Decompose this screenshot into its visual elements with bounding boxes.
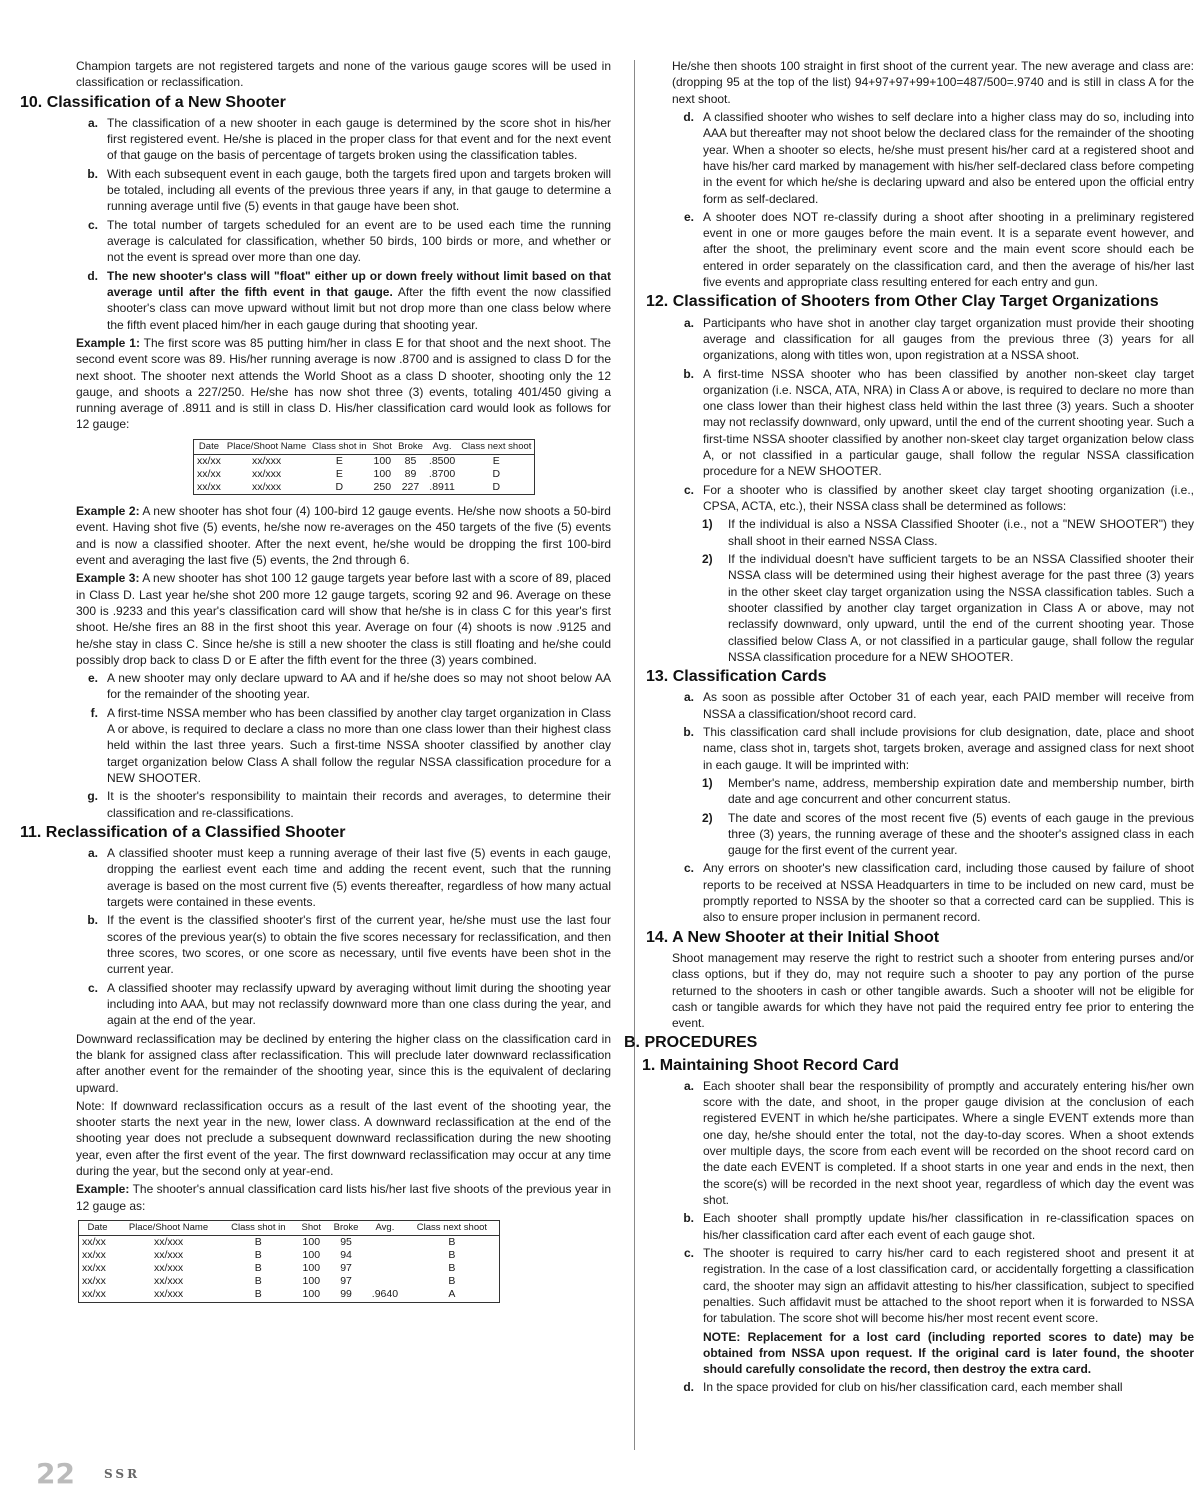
downward-reclass-paragraph: Downward reclassification may be declined by entering the higher class on the classification card in the blank for assigned class after reclassification. This will preclude later downward reclassification after another event for the remainder of the shooting year, since this is the equivalent of declaring upward. xyxy=(76,1031,611,1095)
table-cell: B xyxy=(254,1235,262,1248)
table-row xyxy=(194,454,535,468)
example-reclass: Example: The shooter's annual classification card lists his/her last five shoots of the previous year in 12 gauge as: xyxy=(76,1182,611,1213)
section-14-heading: 14. A New Shooter at their Initial Shoot xyxy=(646,928,940,946)
table-header-cell: Class next shoot xyxy=(458,439,535,454)
lost-card-note: NOTE: Replacement for a lost card (including reported scores to date) may be obtained from NSSA upon request. If the original card is later found, the shooter should carefully consolidate the record, then destroy the extra card. xyxy=(703,1329,1194,1377)
table-cell: xx/xxx xyxy=(153,1275,184,1288)
item-13b: b. This classification card shall include provisions for club designation, date, place and shoot name, class shot in, targets shot, targets broken, average and assigned class for next shoot in each gauge. It will be imprinted with: xyxy=(683,724,1194,772)
table-cell: B xyxy=(448,1275,456,1288)
table-row xyxy=(194,481,535,495)
example-3: Example 3: A new shooter has shot 100 12 gauge targets year before last with a score of 89, placed in Class D. Last year he/she shot 200 more 12 gauge targets, scoring 92 and 96. Average on these 300 is .9233 and this year's classification card will show that he/she is in class C for this year's first shoot. He/she fires an 88 in the first shoot this year. Average on four (4) shoots is now .9125 and he/she stay in class C. Since he/she is still a new shooter the class is still floating and he/she could possibly drop back to class D or E after the fifth event for the three (3) years combined. xyxy=(76,571,611,667)
table-cell: xx/xxx xyxy=(251,467,282,480)
table-cell: 227 xyxy=(401,480,420,493)
item-12a: a. Participants who have shot in another clay target organization must provide their shooting average and classification for all gauges from the previous three (3) years for all organizations, along with titles won, upon registration at a NSSA shoot. xyxy=(683,315,1194,363)
table-header-cell: Class shot in xyxy=(221,1221,295,1236)
table-cell: xx/xx xyxy=(194,454,224,468)
item-11e: e. A shooter does NOT re-classify during a shoot after shooting in a preliminary registered event in one or more gauges before the main event. It is a separate event however, and after the shoot, the preliminary event score and the main event score should each be entered in order separately on the classification card, and then the average of his/her last five events and appropriate class resulting entered for each entry and gun. xyxy=(683,209,1194,290)
item-10e: e. A new shooter may only declare upward to AA and if he/she does so may not shoot below AA for the remainder of the shooting year. xyxy=(87,671,611,702)
table-row xyxy=(194,468,535,481)
table-cell: 85 xyxy=(404,454,417,467)
table-header-cell: Place/Shoot Name xyxy=(116,1221,221,1236)
table-cell: A xyxy=(448,1288,456,1301)
table-cell: .8500 xyxy=(428,454,456,467)
item-11a: a. A classified shooter must keep a running average of their last five (5) events in each gauge, dropping the earliest event each time and adding the recent event, such that the running average is based on the most current five (5) events thereafter, regardless of how many actual targets were contained in these events. xyxy=(87,846,611,910)
table-cell: xx/xx xyxy=(194,468,224,481)
table-cell: xx/xx xyxy=(194,481,224,495)
table-header-cell: Class next shoot xyxy=(405,1221,500,1236)
table-cell: 95 xyxy=(340,1235,352,1248)
table-cell: E xyxy=(492,454,500,467)
table-cell: D xyxy=(492,480,501,493)
table-cell: B xyxy=(448,1262,456,1275)
table-cell: B xyxy=(254,1288,262,1301)
section-10-heading: 10. Classification of a New Shooter xyxy=(20,93,286,111)
table-cell xyxy=(365,1275,405,1288)
item-12b: b. A first-time NSSA shooter who has been classified by another non-skeet clay target organization (i.e. NSCA, ATA, NRA) in Class A or above, is required to declare no more than one class lower than their highest class held within the last three (3) years. Such a shooter may not reclassify downward, only upward, until the end of the current shooting year. Such a first-time NSSA shooter classified by another non-skeet clay target organization below class A, or not classified in a particular gauge, shall follow the regular NSSA classification procedure for a NEW SHOOTER. xyxy=(683,366,1194,479)
table-cell: 94 xyxy=(340,1249,352,1261)
table-cell xyxy=(365,1249,405,1262)
table-header-cell: Avg. xyxy=(365,1221,405,1236)
intro-paragraph: Champion targets are not registered targets and none of the various gauge scores will be used in classification or reclassification. xyxy=(76,59,611,90)
item-11d: d. A classified shooter who wishes to self declare into a higher class may do so, including into AAA but thereafter may not shoot below the declared class for the remainder of the shooting year. When a shooter so elects, he/she must present his/her card at a registered shoot and have his/her card marked by management with his/her self-declared class before competing in the event for which he/she is declaring upward and also be entered upon the official entry form as self-declared. xyxy=(683,109,1194,206)
table-row xyxy=(79,1275,500,1288)
example-1: Example 1: The first score was 85 putting him/her in class E for that shoot and the next shoot. The second event score was 89. His/her running average is now .8700 and is assigned to class D for the next shoot. The shooter next attends the World Shoot as a class D shooter, shooting only the 12 gauge, and shoots a 227/250. He/she has now shot three (3) events, totaling 401/450 giving a running average of .8911 and is still in class D. His/her classification card would look as follows for 12 gauge: xyxy=(76,335,611,432)
table-cell: 97 xyxy=(340,1275,352,1288)
table-header-cell: Date xyxy=(194,439,224,454)
table-cell: 89 xyxy=(404,467,417,480)
classification-table-2 xyxy=(78,1220,500,1303)
item-12c: c. For a shooter who is classified by another skeet clay target shooting organization (i.e., CPSA, ACTA, etc.), their NSSA class shall be determined as follows: xyxy=(683,482,1194,513)
item-b1c: c. The shooter is required to carry his/her card to each registered shoot and present it at registration. In the case of a lost classification card, or accidentally forgetting a classification card, the shooter may sign an affidavit attesting to his/her classification, subject to specified penalties. Such affidavit must be attached to the shoot report when it is forwarded to NSSA for tabulation. The score shot will become his/her most recent event score. xyxy=(683,1245,1194,1326)
table-cell: xx/xx xyxy=(79,1288,117,1302)
section-b1-heading: 1. Maintaining Shoot Record Card xyxy=(642,1056,899,1074)
item-13c: c. Any errors on shooter's new classification card, including those caused by failure of shoot reports to be received at NSSA Headquarters in time to be included on new card, must be promptly reported to NSSA by the shooter so that a corrected card can be supplied. This is also to ensure proper inclusion in permanent record. xyxy=(683,861,1194,925)
table-header-cell: Avg. xyxy=(426,439,458,454)
section-12-heading: 12. Classification of Shooters from Other Clay Target Organizations xyxy=(646,293,1159,311)
item-10d: d. The new shooter's class will "float" either up or down freely without limit based on that average until after the fifth event in that gauge. After the fifth event the now classified shooter's class can move upward without limit but not drop more than one class below where the fifth event placed him/her in each gauge during that shooting year. xyxy=(87,268,611,332)
table-cell: xx/xx xyxy=(79,1249,117,1262)
table-row xyxy=(79,1262,500,1275)
table-cell: 100 xyxy=(373,454,392,467)
right-column xyxy=(624,58,1194,1398)
table-cell: xx/xx xyxy=(79,1262,117,1275)
table-cell: .9640 xyxy=(371,1288,399,1301)
table-cell: 100 xyxy=(302,1262,321,1275)
section-13-heading: 13. Classification Cards xyxy=(646,668,827,686)
item-11c: c. A classified shooter may reclassify upward by averaging without limit during the shooting year including into AAA, but may not reclassify downward more than one class during the year, and again at the end of the year. xyxy=(87,980,611,1028)
table-header-cell: Place/Shoot Name xyxy=(224,439,309,454)
item-13b-2: 2) The date and scores of the most recent five (5) events of each gauge in the previous three (3) years, the running average of these and the shooter's assigned class in each gauge for the first event of the current year. xyxy=(702,810,1194,858)
table-cell: xx/xxx xyxy=(153,1262,184,1275)
item-12c-1: 1) If the individual is also a NSSA Classified Shooter (i.e., not a "NEW SHOOTER") they shall shoot in their earned NSSA Class. xyxy=(702,517,1194,548)
item-10f: f. A first-time NSSA member who has been classified by another clay target organization in Class A or above, is required to declare a class no more than one class lower than their highest class held within the last three years. Such a first-time NSSA shooter classified by another clay target organization below Class A shall follow the regular NSSA classification procedure for a NEW SHOOTER. xyxy=(90,705,611,785)
table-cell: B xyxy=(448,1249,456,1261)
table-row xyxy=(79,1288,500,1302)
section-b-heading: B. PROCEDURES xyxy=(624,1034,758,1052)
classification-table-1 xyxy=(193,439,535,495)
table-cell: xx/xx xyxy=(79,1235,117,1249)
table-header-cell: Broke xyxy=(395,439,426,454)
section-14-paragraph: Shoot management may reserve the right to restrict such a shooter from entering purses and/or class options, but if they do, may not require such a shooter to pay any portion of the purse returned to the shooters in cash or other tangible awards. Such a shooter will not be eligible for cash or tangible awards for which they have not paid the required entry fee prior to entering the event. xyxy=(672,950,1194,1031)
table-cell: .8911 xyxy=(429,480,455,493)
table-header-row xyxy=(194,439,535,454)
table-cell: 100 xyxy=(302,1288,321,1301)
table-cell: xx/xxx xyxy=(251,454,282,467)
table-cell: E xyxy=(335,454,343,467)
table-cell: .8700 xyxy=(428,467,456,480)
item-13b-1: 1) Member's name, address, membership expiration date and membership number, birth date and age concurrent and other concurrent status. xyxy=(702,775,1194,807)
item-b1a: a. Each shooter shall bear the responsibility of promptly and accurately entering his/her own score with the date, and shoot, in the proper gauge division at the conclusion of each registered EVENT in which he/she participates. Where a single EVENT extends more than one day, he/she should enter the total, not the day-to-day scores. When a shoot extends over multiple days, the score from each event will be recorded on the shoot record card on the date each EVENT is completed. If a shoot starts in one year and ends in the next, then the score(s) will be recorded in the next shoot year, regardless of which day the event was shot. xyxy=(683,1078,1194,1207)
table-header-cell: Broke xyxy=(327,1221,365,1236)
table-header-cell: Date xyxy=(79,1221,117,1236)
table-cell: 100 xyxy=(302,1235,321,1248)
item-10c: c. The total number of targets scheduled for an event are to be used each time the running average is calculated for classification, whether 50 birds, 100 birds or more, and whether or not the event is spread over more than one day. xyxy=(87,217,611,265)
item-10a: a. The classification of a new shooter in each gauge is determined by the score shot in his/her first registered event. He/she is placed in the proper class for that event and for the next event of that gauge on the basis of percentage of targets broken using the classification tables. xyxy=(87,115,611,163)
reclass-note: Note: If downward reclassification occurs as a result of the last event of the shooting year, the shooter starts the next year in the new, lower class. A downward reclassification at the end of the shooting year does not preclude a subsequent downward reclassification during the new shooting year, even after the first event of the year. The first downward reclassification may occur at any time during the year, but the second only at year-end. xyxy=(76,1098,611,1179)
table-row xyxy=(79,1249,500,1262)
table-cell: xx/xxx xyxy=(153,1235,184,1248)
table-cell: 100 xyxy=(302,1275,321,1288)
table-cell: xx/xx xyxy=(79,1275,117,1288)
item-11b: b. If the event is the classified shooter's first of the current year, he/she must use the last four scores of the previous year(s) to obtain the five scores necessary for reclassification, and then three scores, two scores, or one score as necessary, until five events have been shot in the current year. xyxy=(87,913,611,977)
table-cell xyxy=(365,1235,405,1249)
table-cell: 100 xyxy=(373,467,392,480)
table-cell: B xyxy=(254,1249,262,1261)
left-column xyxy=(20,58,611,1307)
table-cell xyxy=(365,1262,405,1275)
table-header-cell: Shot xyxy=(296,1221,328,1236)
table-header-cell: Shot xyxy=(370,439,396,454)
continued-paragraph: He/she then shoots 100 straight in first shoot of the current year. The new average and class are: (dropping 95 at the top of the list) 94+97+97+99+100=487/500=.9740 and is still in class A for the next shoot. xyxy=(672,59,1194,106)
table-row xyxy=(79,1235,500,1249)
table-cell: E xyxy=(335,467,343,480)
column-divider xyxy=(634,60,635,1450)
section-11-heading: 11. Reclassification of a Classified Shooter xyxy=(20,823,346,841)
table-cell: B xyxy=(254,1262,262,1275)
table-cell: B xyxy=(448,1235,456,1248)
item-10g: g. It is the shooter's responsibility to maintain their records and averages, to determine their classification and re-classifications. xyxy=(87,789,611,820)
table-header-row xyxy=(79,1221,500,1236)
table-cell: 250 xyxy=(373,480,392,493)
item-10b: b. With each subsequent event in each gauge, both the targets fired upon and targets broken will be totaled, including all events of the previous three years if any, in that gauge to determine a running average until five (5) events in that gauge have been shot. xyxy=(87,166,611,214)
page-number: 22 xyxy=(36,1457,75,1490)
table-cell: D xyxy=(492,467,501,480)
publication-mark: SSR xyxy=(104,1467,141,1481)
example-2: Example 2: A new shooter has shot four (4) 100-bird 12 gauge events. He/she now shoots a 50-bird event. Having shot five (5) events, he/she now re-averages on the 450 targets of the five (5) events and is now a classified shooter. After the next event, he/she would be dropping the first 100-bird event and averaging the last five (5) events, the 2nd through 6. xyxy=(76,504,611,567)
table-cell: xx/xxx xyxy=(153,1249,184,1261)
table-header-cell: Class shot in xyxy=(309,439,369,454)
table-cell: 99 xyxy=(340,1288,352,1301)
table-cell: xx/xxx xyxy=(153,1288,184,1301)
table-cell: D xyxy=(335,480,344,493)
item-12c-2: 2) If the individual doesn't have sufficient targets to be an NSSA Classified shooter their NSSA class will be determined using their highest average for the past three (3) years in the other skeet clay target organization using the NSSA classification tables. Such a shooter classified by another clay target organization in Class A or above, may not reclassify downward, only upward, until the end of the current shooting year. Those classified below Class A, or not classified in a particular gauge, shall follow the regular NSSA classification procedure for a NEW SHOOTER. xyxy=(702,551,1194,664)
item-13a: a. As soon as possible after October 31 of each year, each PAID member will receive from NSSA a classification/shoot record card. xyxy=(683,690,1194,721)
table-cell: xx/xxx xyxy=(251,480,282,493)
table-cell: 97 xyxy=(340,1262,352,1275)
item-b1b: b. Each shooter shall promptly update his/her classification in re-classification spaces on his/her classification card after each event of each gauge shot. xyxy=(683,1211,1194,1242)
table-cell: 100 xyxy=(302,1249,321,1261)
item-b1d: d. In the space provided for club on his/her classification card, each member shall xyxy=(683,1380,1123,1395)
table-cell: B xyxy=(254,1275,262,1288)
